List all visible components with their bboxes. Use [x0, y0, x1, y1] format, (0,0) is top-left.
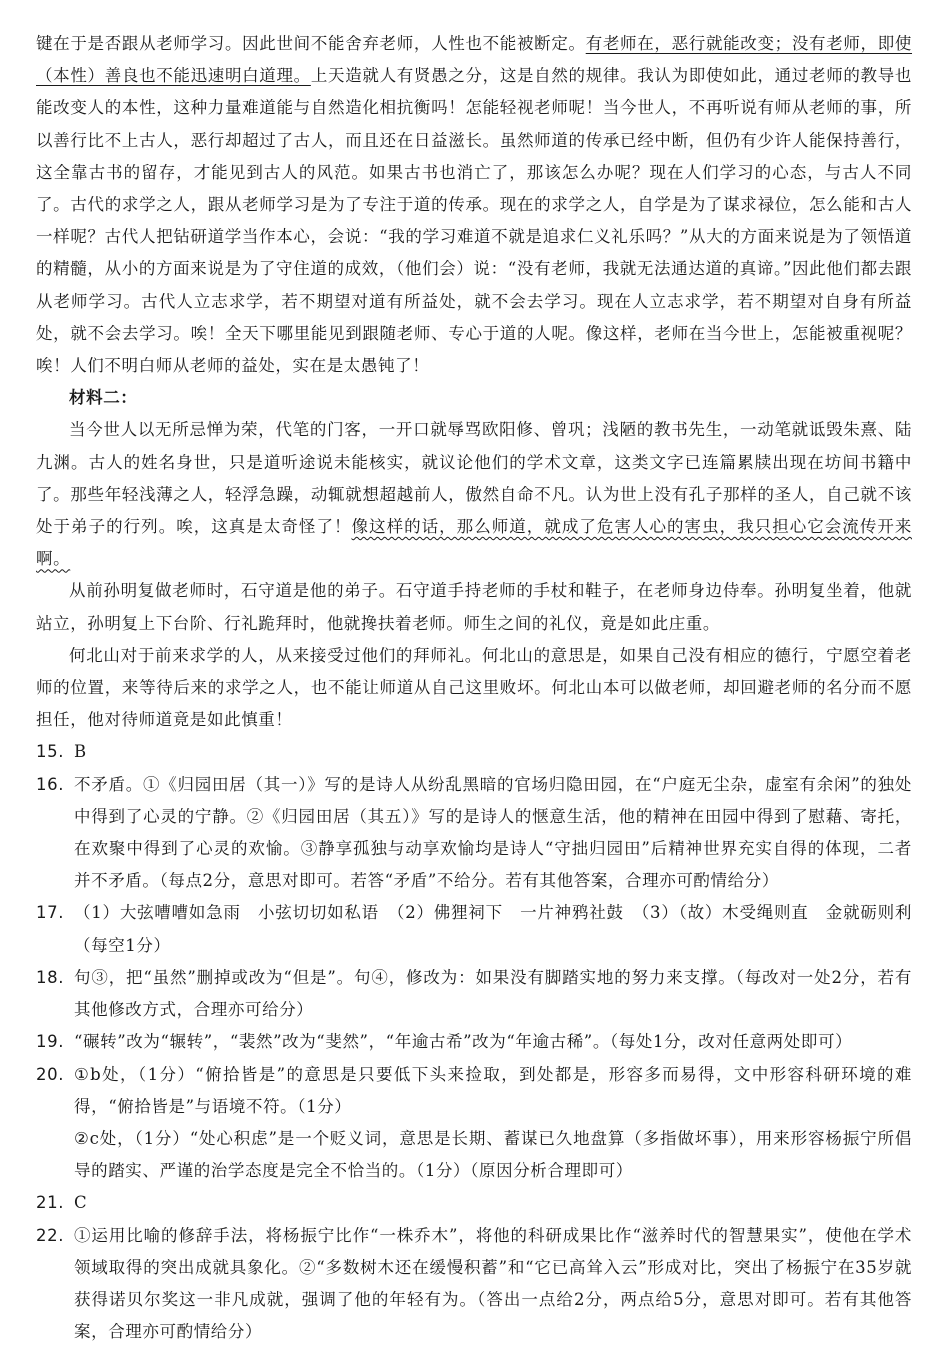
answer-item	[36, 962, 912, 1026]
answer-text: “碾转”改为“辗转”，“裴然”改为“斐然”，“年逾古希”改为“年逾古稀”。（每处1分，改对任意两处即可）	[74, 1032, 853, 1052]
answer-item	[36, 897, 912, 961]
answer-list	[36, 736, 912, 1348]
material-one-text-a: 键在于是否跟从老师学习。因此世间不能舍弃老师，人性也不能被断定。	[36, 34, 586, 53]
answer-item	[36, 1059, 912, 1188]
answer-item	[36, 1187, 912, 1219]
answer-text: 不矛盾。①《归园田居（其一）》写的是诗人从纷乱黑暗的官场归隐田园，在“户庭无尘杂，虚室有余闲”的独处中得到了心灵的宁静。②《归园田居（其五）》写的是诗人的惬意生活，他的精神在田园中得到了慰藉、寄托，在欢聚中得到了心灵的欢愉。③静享孤独与动享欢愉均是诗人“守拙归园田”后精神世界充实自得的体现，二者并不矛盾。（每点2分，意思对即可。若答“矛盾”不给分。若有其他答案，合理亦可酌情给分）	[74, 774, 912, 891]
material-one-text-b: 上天造就人有贤愚之分，这是自然的规律。我认为即使如此，通过老师的教导也能改变人的本性，这种力量难道能与自然造化相抗衡吗！怎能轻视老师呢！当今世人，不再听说有师从老师的事，所以善行比不上古人，恶行却超过了古人，而且还在日益滋长。虽然师道的传承已经中断，但仍有少许人能保持善行，这全靠古书的留存，才能见到古人的风范。如果古书也消亡了，那该怎么办呢？现在人们学习的心态，与古人不同了。古代的求学之人，跟从老师学习是为了专注于道的传承。现在的求学之人，自学是为了谋求禄位，怎么能和古人一样呢？古代人把钻研道学当作本心，会说：“我的学习难道不就是追求仁义礼乐吗？”从大的方面来说是为了领悟道的精髓，从小的方面来说是为了守住道的成效，（他们会）说：“没有老师，我就无法通达道的真谛。”因此他们都去跟从老师学习。古代人立志求学，若不期望对道有所益处，就不会去学习。现在人立志求学，若不期望对自身有所益处，就不会去学习。唉！全天下哪里能见到跟随老师、专心于道的人呢。像这样，老师在当今世上，怎能被重视呢？唉！人们不明白师从老师的益处，实在是太愚钝了！	[36, 66, 913, 376]
material-two-heading: 材料二：	[69, 388, 138, 408]
answer-number: 19.	[36, 1032, 65, 1052]
answer-text: C	[74, 1193, 88, 1213]
answer-item	[36, 769, 912, 898]
answer-item	[36, 736, 912, 768]
answer-text: ①运用比喻的修辞手法，将杨振宁比作“一株乔木”，将他的科研成果比作“滋养时代的智慧果实”，使他在学术领域取得的突出成就具象化。②“多数树木还在缓慢积蓄”和“它已高耸入云”形成对比，突出了杨振宁在35岁就获得诺贝尔奖这一非凡成就，强调了他的年轻有为。（答出一点给2分，两点给5分，意思对即可。若有其他答案，合理亦可酌情给分）	[74, 1225, 912, 1342]
answer-item	[36, 1026, 912, 1058]
answer-text: ①b处，（1分）“俯拾皆是”的意思是只要低下头来捡取，到处都是，形容多而易得，文中形容科研环境的难得，“俯拾皆是”与语境不符。（1分） ②c处，（1分）“处心积虑”是一个贬义词，意思是长期、蓄谋已久地盘算（多指做坏事），用来形容杨振宁所倡导的踏实、严谨的治学态度是完全不恰当的。（1分）（原因分析合理即可）	[74, 1064, 912, 1181]
answer-number: 21.	[36, 1193, 65, 1213]
material-one-underlined-sentence: 有老师在，恶行就能改变；没有老师，即使（本性）善良也不能迅速明白道理。	[36, 34, 913, 86]
answer-number: 15.	[36, 742, 65, 762]
answer-text: 句③，把“虽然”删掉或改为“但是”。句④，修改为：如果没有脚踏实地的努力来支撑。（每改对一处2分，若有其他修改方式，合理亦可给分）	[74, 967, 912, 1020]
material-two-paragraph-2: 从前孙明复做老师时，石守道是他的弟子。石守道手持老师的手杖和鞋子，在老师身边侍奉。孙明复坐着，他就站立，孙明复上下台阶、行礼跪拜时，他就搀扶着老师。师生之间的礼仪，竟是如此庄重。	[36, 581, 912, 633]
answer-number: 22.	[36, 1225, 65, 1245]
material-one-translation-end	[36, 28, 912, 382]
answer-number: 17.	[36, 903, 65, 923]
answer-number: 18.	[36, 967, 65, 987]
answer-number: 16.	[36, 774, 65, 794]
material-two-para1-text: 当今世人以无所忌惮为荣，代笔的门客，一开口就辱骂欧阳修、曾巩；浅陋的教书先生，一动笔就诋毁朱熹、陆九渊。古人的姓名身世，只是道听途说未能核实，就议论他们的学术文章，这类文字已连篇累牍出现在坊间书籍中了。那些年轻浅薄之人，轻浮急躁，动辄就想超越前人，傲然自命不凡。认为世上没有孔子那样的圣人，自己就不该处于弟子的行列。唉，这真是太奇怪了！	[36, 420, 912, 537]
material-two-paragraph-1	[36, 414, 912, 575]
answer-number: 20.	[36, 1064, 65, 1084]
material-two-wavy-underlined-sentence: 像这样的话，那么师道，就成了危害人心的害虫，我只担心它会流传开来啊。	[36, 517, 912, 569]
answer-item	[36, 1220, 912, 1348]
answer-text: B	[74, 742, 87, 762]
material-two-paragraph-3: 何北山对于前来求学的人，从来接受过他们的拜师礼。何北山的意思是，如果自己没有相应的德行，宁愿空着老师的位置，来等待后来的求学之人，也不能让师道从自己这里败坏。何北山本可以做老师，却回避老师的名分而不愿担任，他对待师道竟是如此慎重！	[36, 645, 912, 730]
answer-text: （1）大弦嘈嘈如急雨 小弦切切如私语 （2）佛狸祠下 一片神鸦社鼓 （3）（故）木受绳则直 金就砺则利（每空1分）	[74, 903, 912, 955]
